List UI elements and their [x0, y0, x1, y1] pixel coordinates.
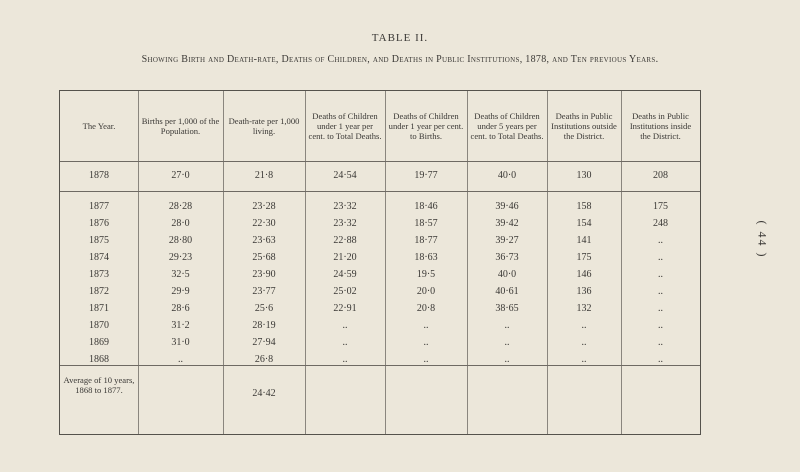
- row-cell-births: 29·23: [168, 252, 193, 263]
- header-rule: [60, 161, 700, 162]
- current-year-cell: 27·0: [171, 170, 190, 181]
- current-year-cell: 21·8: [254, 170, 274, 181]
- row-cell-year: 1869: [89, 337, 109, 348]
- page-number-text: ( 44 ): [755, 220, 770, 258]
- row-cell-death-rate: 25·6: [254, 303, 274, 314]
- row-cell-year: 1877: [89, 201, 109, 212]
- row-cell-children-under-1-births: 19·5: [416, 269, 436, 280]
- row-cell-institutions-inside: 175: [653, 201, 668, 212]
- row-cell-death-rate: 25·68: [252, 252, 276, 263]
- row-cell-year: 1873: [89, 269, 109, 280]
- header-death-rate: Death-rate per 1,000 living.: [228, 116, 300, 136]
- row-cell-year: 1874: [89, 252, 109, 263]
- row-cell-year: 1870: [89, 320, 109, 331]
- row-cell-children-under-1-births: 20·8: [416, 303, 436, 314]
- average-label: Average of 10 years, 1868 to 1877.: [63, 375, 135, 395]
- row-cell-institutions-inside: ..: [658, 337, 663, 348]
- current-year-cell: 19·77: [414, 170, 438, 181]
- row-cell-children-under-5-total: 39·46: [495, 201, 519, 212]
- row-cell-institutions-outside: 136: [576, 286, 592, 297]
- row-cell-births: 28·6: [171, 303, 190, 314]
- row-cell-children-under-1-total: 22·88: [333, 235, 357, 246]
- row-cell-children-under-5-total: 38·65: [495, 303, 519, 314]
- row-cell-children-under-5-total: 36·73: [495, 252, 519, 263]
- row-cell-births: 28·80: [168, 235, 193, 246]
- current-year-cell: 1878: [89, 170, 109, 181]
- row-cell-children-under-1-births: ..: [423, 354, 429, 365]
- row-cell-children-under-1-births: ..: [423, 320, 429, 331]
- row-cell-births: 31·2: [171, 320, 190, 331]
- row-cell-institutions-inside: ..: [658, 252, 663, 263]
- row-cell-institutions-outside: 175: [576, 252, 592, 263]
- row-cell-children-under-1-total: ..: [342, 320, 348, 331]
- row-cell-institutions-outside: ..: [581, 320, 587, 331]
- row-cell-births: 29·9: [171, 286, 190, 297]
- header-births: Births per 1,000 of the Population.: [141, 116, 220, 136]
- row-cell-children-under-1-births: 18·46: [414, 201, 438, 212]
- header-children-under-1-total: Deaths of Children under 1 year per cent. to Total Deaths.: [308, 111, 382, 141]
- row-cell-children-under-1-total: 23·32: [333, 201, 357, 212]
- row-cell-children-under-5-total: ..: [504, 354, 510, 365]
- row-cell-children-under-1-births: ..: [423, 337, 429, 348]
- row-cell-death-rate: 27·94: [252, 337, 276, 348]
- row-cell-institutions-inside: ..: [658, 269, 663, 280]
- row-cell-death-rate: 23·90: [252, 269, 276, 280]
- current-year-rule: [60, 191, 700, 192]
- row-cell-children-under-1-total: 21·20: [333, 252, 357, 263]
- row-cell-children-under-5-total: 39·27: [495, 235, 519, 246]
- row-cell-death-rate: 26·8: [254, 354, 274, 365]
- row-cell-institutions-inside: ..: [658, 320, 663, 331]
- row-cell-death-rate: 28·19: [252, 320, 276, 331]
- row-cell-death-rate: 22·30: [252, 218, 276, 229]
- row-cell-children-under-1-births: 18·77: [414, 235, 438, 246]
- row-cell-births: 32·5: [171, 269, 190, 280]
- row-cell-children-under-5-total: ..: [504, 337, 510, 348]
- row-cell-institutions-outside: 141: [576, 235, 592, 246]
- row-cell-year: 1868: [89, 354, 109, 365]
- row-cell-children-under-1-total: ..: [342, 337, 348, 348]
- row-cell-institutions-outside: ..: [581, 337, 587, 348]
- row-cell-death-rate: 23·28: [252, 201, 276, 212]
- row-cell-births: 28·28: [168, 201, 193, 212]
- header-children-under-1-births: Deaths of Children under 1 year per cent. to Births.: [388, 111, 464, 141]
- row-cell-institutions-outside: 158: [576, 201, 592, 212]
- row-cell-year: 1876: [89, 218, 109, 229]
- row-cell-institutions-outside: 146: [576, 269, 592, 280]
- row-cell-institutions-outside: 132: [576, 303, 592, 314]
- row-cell-births: 28·0: [171, 218, 190, 229]
- row-cell-year: 1871: [89, 303, 109, 314]
- current-year-cell: 130: [576, 170, 592, 181]
- header-institutions-inside: Deaths in Public Institutions inside the District.: [629, 111, 692, 141]
- row-cell-children-under-1-total: 25·02: [333, 286, 357, 297]
- current-year-cell: 40·0: [497, 170, 517, 181]
- row-cell-death-rate: 23·63: [252, 235, 276, 246]
- row-cell-births: 31·0: [171, 337, 190, 348]
- row-cell-children-under-1-total: 24·59: [333, 269, 357, 280]
- header-children-under-5-total: Deaths of Children under 5 years per cent. to Total Deaths.: [470, 111, 544, 141]
- row-cell-children-under-1-total: ..: [342, 354, 348, 365]
- row-cell-institutions-outside: 154: [576, 218, 592, 229]
- current-year-cell: 24·54: [333, 170, 357, 181]
- row-cell-children-under-1-births: 18·63: [414, 252, 438, 263]
- header-year: The Year.: [82, 121, 116, 131]
- row-cell-children-under-1-births: 18·57: [414, 218, 438, 229]
- row-cell-children-under-1-births: 20·0: [416, 286, 436, 297]
- page-number: [752, 212, 772, 266]
- row-cell-institutions-outside: ..: [581, 354, 587, 365]
- row-cell-death-rate: 23·77: [252, 286, 276, 297]
- row-cell-year: 1875: [89, 235, 109, 246]
- header-institutions-outside: Deaths in Public Institutions outside the District.: [551, 111, 617, 141]
- table-title: TABLE II.: [371, 32, 429, 44]
- row-cell-children-under-5-total: ..: [504, 320, 510, 331]
- row-cell-year: 1872: [89, 286, 109, 297]
- average-death-rate: 24·42: [252, 388, 276, 399]
- row-cell-children-under-5-total: 40·0: [497, 269, 517, 280]
- statistics-table: [59, 90, 701, 435]
- row-cell-institutions-inside: ..: [658, 303, 663, 314]
- row-cell-children-under-5-total: 39·42: [495, 218, 519, 229]
- row-cell-institutions-inside: 248: [653, 218, 668, 229]
- current-year-cell: 208: [653, 170, 668, 181]
- row-cell-children-under-5-total: 40·61: [495, 286, 519, 297]
- row-cell-institutions-inside: ..: [658, 235, 663, 246]
- row-cell-children-under-1-total: 23·32: [333, 218, 357, 229]
- row-cell-institutions-inside: ..: [658, 286, 663, 297]
- table-subtitle: Showing Birth and Death-rate, Deaths of Children, and Deaths in Public Institutions, 1878, and Ten previous Years.: [141, 54, 659, 65]
- row-cell-institutions-inside: ..: [658, 354, 663, 365]
- row-cell-births: ..: [178, 354, 183, 365]
- row-cell-children-under-1-total: 22·91: [333, 303, 357, 314]
